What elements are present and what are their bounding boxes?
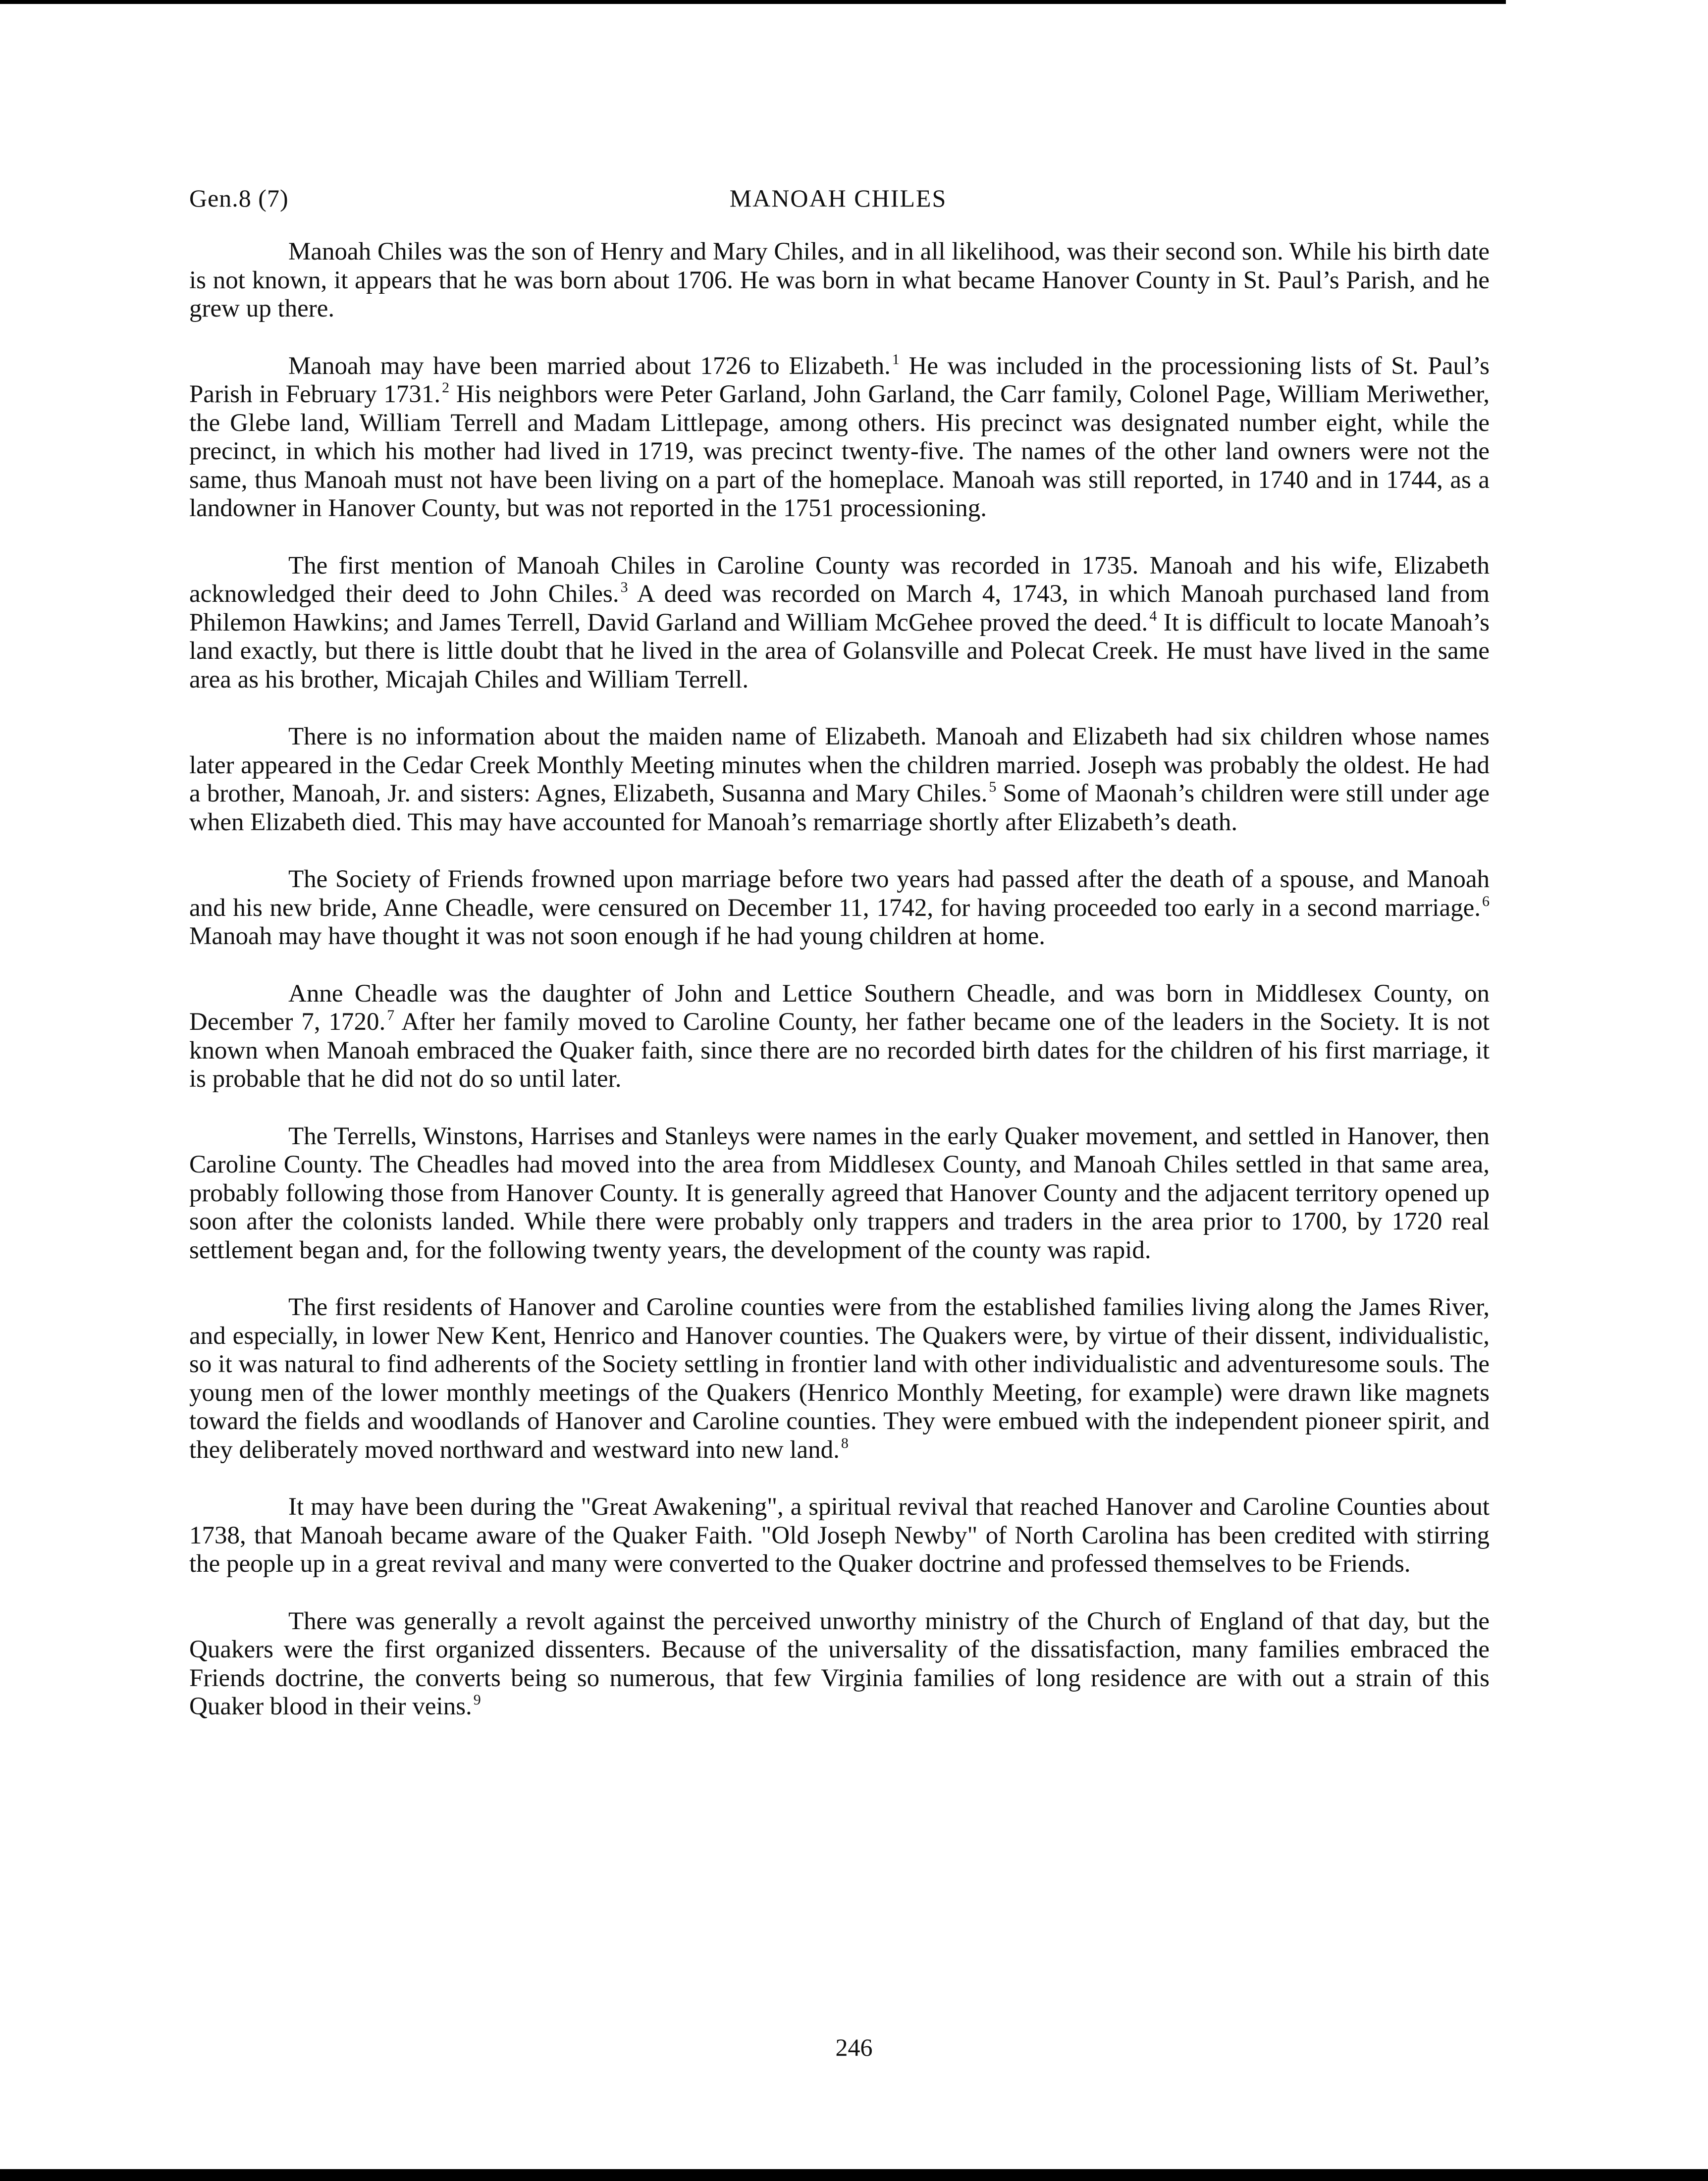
footnote-marker: 4	[1149, 607, 1157, 624]
paragraph-text: The first residents of Hanover and Caroline counties were from the established families living along the James River, and especially, in lower New Kent, Henrico and Hanover counties. The Quakers were, by virtue of their dissent, individualistic, so it was natural to find adherents of the Society settling in frontier land with other individualistic and adventuresome souls. The young men of the lower monthly meetings of the Quakers (Henrico Monthly Meeting, for example) were drawn like magnets toward the fields and woodlands of Hanover and Caroline counties. They were embued with the independent pioneer spirit, and they deliberately moved northward and westward into new land.	[189, 1293, 1490, 1464]
body-paragraph	[189, 1293, 1490, 1464]
body-paragraph	[189, 1607, 1490, 1721]
paragraph-text: The Society of Friends frowned upon marriage before two years had passed after the death of a spouse, and Manoah and his new bride, Anne Cheadle, were censured on December 11, 1742, for having proceeded too early in a second marriage.	[189, 865, 1490, 922]
paragraph-text: There is no information about the maiden name of Elizabeth. Manoah and Elizabeth had six children whose names later appeared in the Cedar Creek Monthly Meeting minutes when the children married. Joseph was probably the oldest. He had a brother, Manoah, Jr. and sisters: Agnes, Elizabeth, Susanna and Mary Chiles.	[189, 723, 1490, 807]
top-scan-rule	[0, 0, 1506, 4]
body-paragraph	[189, 723, 1490, 837]
footnote-marker: 3	[620, 579, 628, 595]
footnote-marker: 6	[1482, 893, 1490, 909]
paragraph-text: Anne Cheadle was the daughter of John and Lettice Southern Cheadle, and was born in Middlesex County, on December 7, 1720.	[189, 979, 1490, 1036]
body-paragraph	[189, 352, 1490, 523]
paragraph-text: He was included in the processioning lists of St. Paul’s Parish in February 1731.	[189, 352, 1490, 408]
body-paragraph	[189, 1493, 1490, 1579]
paragraph-text: After her family moved to Caroline County, her father became one of the leaders in the Society. It is not known when Manoah embraced the Quaker faith, since there are no recorded birth dates for the children of his first marriage, it is probable that he did not do so until later.	[189, 1008, 1490, 1093]
body-paragraph	[189, 865, 1490, 951]
page-number: 246	[835, 2033, 873, 2061]
paragraph-text: It may have been during the "Great Awakening", a spiritual revival that reached Hanover and Caroline Counties about 1738, that Manoah became aware of the Quaker Faith. "Old Joseph Newby" of North Carolina has been credited with stirring the people up in a great revival and many were converted to the Quaker doctrine and professed themselves to be Friends.	[189, 1493, 1490, 1578]
footnote-marker: 8	[841, 1435, 849, 1451]
body-paragraph	[189, 238, 1490, 323]
body-paragraph	[189, 980, 1490, 1094]
paragraph-text: Manoah may have thought it was not soon enough if he had young children at home.	[189, 922, 1045, 950]
paragraph-text: It is difficult to locate Manoah’s land exactly, but there is little doubt that he lived in the area of Golansville and Polecat Creek. He must have lived in the same area as his brother, Micajah Chiles and William Terrell.	[189, 608, 1490, 693]
page-title: MANOAH CHILES	[729, 184, 947, 212]
footnote-marker: 7	[387, 1007, 395, 1023]
footnote-marker: 5	[989, 779, 997, 795]
body-paragraph	[189, 552, 1490, 694]
paragraph-text: There was generally a revolt against the perceived unworthy ministry of the Church of England of that day, but the Quakers were the first organized dissenters. Because of the universality of the dissatisfaction, many families embraced the Friends doctrine, the converts being so numerous, that few Virginia families of long residence are with out a strain of this Quaker blood in their veins.	[189, 1607, 1490, 1720]
paragraph-text: The first mention of Manoah Chiles in Caroline County was recorded in 1735. Manoah and his wife, Elizabeth acknowledged their deed to John Chiles.	[189, 551, 1490, 608]
body-paragraph	[189, 1122, 1490, 1265]
footnote-marker: 1	[892, 351, 900, 368]
paragraph-text: His neighbors were Peter Garland, John Garland, the Carr family, Colonel Page, William Meriwether, the Glebe land, William Terrell and Madam Littlepage, among others. His precinct was designated number eight, while the precinct, in which his mother had lived in 1719, was precinct twenty-five. The names of the other land owners were not the same, thus Manoah must not have been living on a part of the homeplace. Manoah was still reported, in 1740 and in 1744, as a landowner in Hanover County, but was not reported in the 1751 processioning.	[189, 380, 1490, 522]
footnote-marker: 2	[442, 379, 450, 396]
bottom-scan-band	[0, 2169, 1708, 2181]
paragraph-text: Some of Maonah’s children were still under age when Elizabeth died. This may have accounted for Manoah’s remarriage shortly after Elizabeth’s death.	[189, 780, 1490, 836]
paragraph-text: A deed was recorded on March 4, 1743, in which Manoah purchased land from Philemon Hawkins; and James Terrell, David Garland and William McGehee proved the deed.	[189, 580, 1490, 637]
paragraph-text: Manoah may have been married about 1726 to Elizabeth.	[288, 352, 891, 380]
footnote-marker: 9	[473, 1692, 481, 1708]
paragraph-text: The Terrells, Winstons, Harrises and Stanleys were names in the early Quaker movement, and settled in Hanover, then Caroline County. The Cheadles had moved into the area from Middlesex County, and Manoah Chiles settled in that same area, probably following those from Hanover County. It is generally agreed that Hanover County and the adjacent territory opened up soon after the colonists landed. While there were probably only trappers and traders in the area prior to 1700, by 1720 real settlement began and, for the following twenty years, the development of the county was rapid.	[189, 1122, 1490, 1264]
generation-label: Gen.8 (7)	[189, 184, 289, 212]
body-text	[189, 238, 1490, 1750]
paragraph-text: Manoah Chiles was the son of Henry and Mary Chiles, and in all likelihood, was their second son. While his birth date is not known, it appears that he was born about 1706. He was born in what became Hanover County in St. Paul’s Parish, and he grew up there.	[189, 238, 1490, 322]
page-header	[189, 178, 1487, 218]
